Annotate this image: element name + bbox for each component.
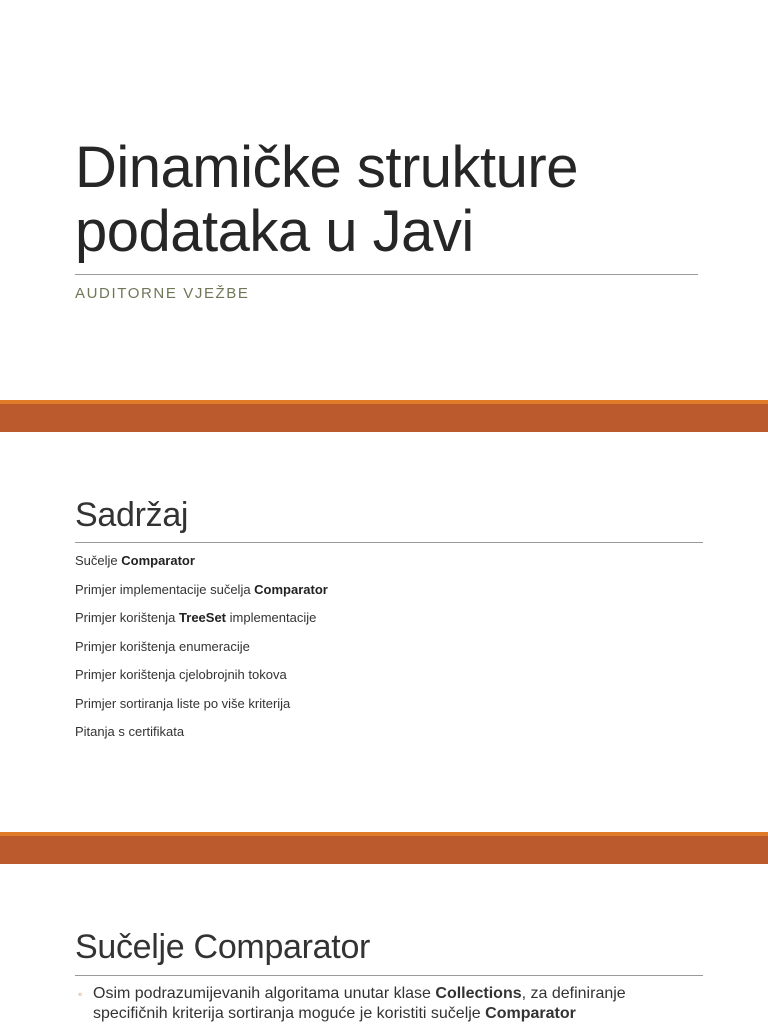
slide-separator <box>0 832 768 864</box>
contents-item: Primjer implementacije sučelja Comparator <box>75 581 328 597</box>
slide-separator <box>0 400 768 432</box>
subtitle: AUDITORNE VJEŽBE <box>75 285 250 302</box>
title-divider <box>75 274 698 275</box>
ring-bullet-icon: ◦ <box>78 987 83 1001</box>
contents-item: Primjer sortiranja liste po više kriterija <box>75 695 291 711</box>
contents-list <box>75 552 328 752</box>
comparator-bullets <box>78 984 698 1024</box>
contents-divider <box>75 542 703 543</box>
comparator-slide <box>0 864 768 1024</box>
main-title <box>75 136 715 264</box>
contents-item: Sučelje Comparator <box>75 553 195 568</box>
main-title-line1: Dinamičke strukture <box>75 135 578 200</box>
title-slide <box>0 0 768 400</box>
main-title-line2: podataka u Javi <box>75 199 474 264</box>
contents-item: Pitanja s certifikata <box>75 724 185 739</box>
contents-item: Primjer korištenja TreeSet implementacije <box>75 610 317 625</box>
contents-title: Sadržaj <box>75 496 189 534</box>
comparator-divider <box>75 975 703 976</box>
comparator-title: Sučelje Comparator <box>75 928 371 966</box>
bullet-item: ◦ Osim podrazumijevanih algoritama unutar klase Collections, za definiranje specifičnih kriterija sortiranja moguće je koristiti sučelje Comparator <box>78 985 626 1022</box>
contents-item: Primjer korištenja cjelobrojnih tokova <box>75 667 287 682</box>
contents-item: Primjer korištenja enumeracije <box>75 638 250 654</box>
contents-slide <box>0 432 768 832</box>
